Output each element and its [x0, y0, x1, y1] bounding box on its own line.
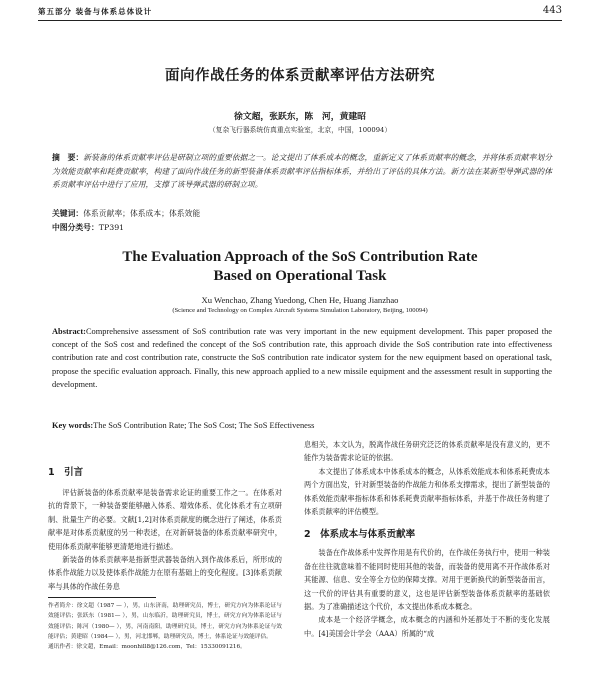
section-heading-sos-cost: 2 体系成本与体系贡献率 [304, 529, 416, 541]
affiliation-english: (Science and Technology on Complex Aircraft Systems Simulation Laboratory, Beijing, 100094) [172, 307, 428, 314]
intro-paragraph-1: 评估新装备的体系贡献率是装备需求论证的重要工作之一。在体系对抗的背景下，一种装备要能够融入体系、增效体系、优化体系才有立项研制、批量生产的必要。文献[1,2]对体系贡献度的概念进行了阐述，体系贡献率是对体系贡献度的另一种表述，在对新研装备的体系贡献率研究中，使用体系贡献率能够更清楚地进行描述。 [48, 488, 282, 551]
abstract-chinese-label: 摘 要： [52, 153, 84, 162]
keywords-chinese [52, 208, 552, 219]
abstract-english [52, 325, 552, 391]
section2-paragraph-1: 装备在作战体系中发挥作用是有代价的，在作战任务执行中，使用一种装备在往往就意味着不能同时使用其他的装备，而装备的使用离不开作战体系对其能源、信息、安全等全方位的保障支撑。对用于更新换代的新型装备而言，这一代价的评估具有重要的意义，这也是评估新型装备体系贡献率的基础依据。为了准确描述这个代价，本文提出体系成本概念。 [304, 548, 550, 612]
running-header-section: 第五部分 装备与体系总体设计 [38, 7, 153, 16]
classification-number [52, 222, 552, 233]
intro-paragraph-3: 本文提出了体系成本中体系成本的概念，从体系效能成本和体系耗费成本两个方面出发，针对新型装备的作战能力和体系支撑需求，提出了新型装备的体系效能贡献率指标体系和体系耗费贡献率指标体系，并基于作战任务构建了体系贡献率的评估模型。 [304, 466, 550, 517]
title-chinese: 面向作战任务的体系贡献率评估方法研究 [165, 68, 435, 84]
classification-label: 中图分类号： [52, 223, 99, 232]
authors-english: Xu Wenchao, Zhang Yuedong, Chen He, Huang Jianzhao [201, 295, 399, 305]
abstract-chinese [52, 151, 552, 192]
authors-chinese: 徐文超，张跃东，陈 河，黄建昭 [234, 112, 366, 122]
abstract-chinese-text: 新装备的体系贡献率评估是研制立项的重要依据之一。论文提出了体系成本的概念，重新定义了体系贡献率的概念，并将体系贡献率划分为效能贡献率和耗费贡献率，构建了面向作战任务的新型装备体系贡献率评估指标体系，并给出了评估的具体方法。新方法在某新型导弹武器的体系贡献率评估中进行了应用，支撑了该导弹武器的研制立项。 [52, 153, 553, 190]
classification-value: TP391 [98, 223, 125, 232]
footnote-rule [48, 597, 156, 598]
body-column-right [304, 438, 550, 640]
intro-paragraph-2: 新装备的体系贡献率是指新型武器装备纳入到作战体系后，所形成的体系作战能力以及使体系作战能力在原有基础上的变化程度。[3]体系贡献率与具体的作战任务息 [48, 555, 282, 591]
body-column-left [48, 438, 282, 652]
abstract-english-label: Abstract: [52, 327, 86, 336]
section2-paragraph-2: 成本是一个经济学概念，成本概念的内涵和外延都处于不断的变化发展中。[4]美国会计学会（AAA）所属的“成 [304, 615, 550, 638]
author-bio-footnote: 作者简介：徐文超（1987 — ），男，山东济南，助理研究员，博士，研究方向为体系论证与效能评估；张跃东（1981— ），男，山东临沂，助理研究员，博士，研究方向为体系论证与效能评估；陈河（1980— ），男，河南南阳，助理研究员，博士，研究方向为体系论证与效能评估；黄建昭（1984— ），男，河北邯郸，助理研究员，博士，体系论证与效能评估。 [48, 603, 282, 640]
affiliation-chinese: （复杂飞行器系统仿真重点实验室，北京，中国，100094） [208, 126, 392, 134]
abstract-english-text: Comprehensive assessment of SoS contribution rate was very important in the new equipment development. This paper proposed the concept of the SoS cost and redefined the concept of the SoS contribution rate, this approach divide the SoS contribution rate into effectiveness contribution rate and cost contribution rate, constructe the SoS contribution rate indicator system for the new equipment based on operational task, propose the specific evaluation approach. Finally, this new approach applied to a new missile equipment and the assessment result in supporting the development. [52, 327, 552, 389]
keywords-english-label: Key words: [52, 421, 94, 430]
keywords-english-text: The SoS Contribution Rate; The SoS Cost; The SoS Effectiveness [93, 421, 315, 430]
keywords-chinese-label: 关键词： [52, 209, 84, 218]
title-english-line2: Based on Operational Task [213, 268, 387, 284]
page-number: 443 [542, 5, 562, 16]
keywords-chinese-text: 体系贡献率；体系成本；体系效能 [83, 209, 201, 218]
title-english-line1: The Evaluation Approach of the SoS Contribution Rate [122, 249, 478, 265]
title-english [0, 248, 600, 286]
keywords-english [52, 421, 552, 430]
intro-paragraph-continued: 息相关，本文认为，脱离作战任务研究泛泛的体系贡献率是没有意义的，更不能作为装备需求论证的依据。 [304, 440, 550, 463]
running-header [38, 6, 562, 21]
section-heading-introduction: 1 引言 [48, 467, 84, 478]
contact-footnote: 通讯作者：徐文超，Email：moonhill8@126.com，Tel：15330091216。 [48, 644, 246, 651]
